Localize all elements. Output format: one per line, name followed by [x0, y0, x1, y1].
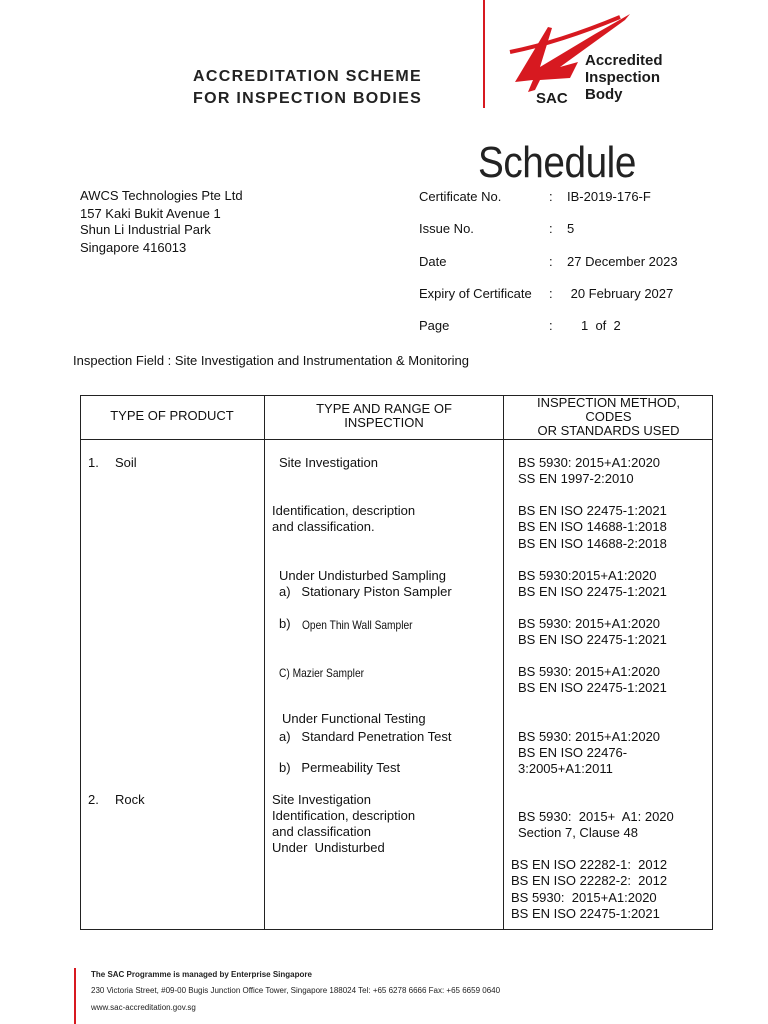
date-value: 27 December 2023 [567, 254, 678, 269]
std-soil-ident-2: BS EN ISO 14688-1:2018 [518, 519, 667, 534]
std-rock-3: BS EN ISO 22282-1: 2012 [511, 857, 668, 872]
expiry-colon: : [549, 286, 553, 301]
logo-line-inspection: Inspection [585, 69, 661, 86]
std-rock-2: Section 7, Clause 48 [518, 825, 638, 840]
header-type-and-range-l2: INSPECTION [344, 415, 424, 430]
address-line3: Shun Li Industrial Park [80, 222, 211, 237]
issue-no-colon: : [549, 221, 553, 236]
soil-functional-testing: Under Functional Testing [282, 711, 426, 726]
product-num-1: 1. [88, 455, 99, 470]
footer-managed-by: The SAC Programme is managed by Enterprise Singapore [91, 970, 312, 979]
rock-type-l1: Site Investigation [272, 792, 372, 807]
std-soil-piston-2: BS EN ISO 22475-1:2021 [518, 584, 667, 599]
std-soil-spt-3: 3:2005+A1:2011 [518, 761, 613, 776]
std-soil-thinwall-1: BS 5930: 2015+A1:2020 [518, 616, 661, 631]
certificate-no-label: Certificate No. [419, 189, 502, 204]
header-method-l1: INSPECTION METHOD, [536, 395, 680, 410]
header-method-l2: CODES [585, 409, 632, 424]
page-label: Page [419, 318, 450, 333]
expiry-value: 20 February 2027 [567, 286, 674, 301]
company-address [80, 188, 243, 256]
rock-type-l4: Under Undisturbed [272, 840, 385, 855]
std-soil-spt-2: BS EN ISO 22476- [518, 745, 628, 760]
logo-line-accredited: Accredited [585, 52, 663, 69]
footer-divider [74, 968, 76, 1024]
std-soil-mazier-1: BS 5930: 2015+A1:2020 [518, 664, 661, 679]
table-col-divider-2 [503, 395, 504, 930]
soil-permeability-test: b) Permeability Test [279, 760, 401, 775]
soil-mazier-sampler: C) Mazier Sampler [279, 666, 365, 680]
scheme-title [193, 66, 422, 110]
rock-type-l3: and classification [272, 824, 371, 839]
product-num-2: 2. [88, 792, 99, 807]
page-colon: : [549, 318, 553, 333]
soil-open-thin-wall-prefix: b) [279, 616, 291, 631]
header-type-and-range [265, 402, 503, 430]
logo-sac: SAC [536, 90, 568, 107]
std-soil-site-2: SS EN 1997-2:2010 [518, 471, 634, 486]
page-value: 1 of 2 [581, 318, 621, 333]
soil-identification [272, 503, 415, 535]
sac-logo-text [585, 52, 663, 103]
std-soil-thinwall-2: BS EN ISO 22475-1:2021 [518, 632, 667, 647]
product-name-soil: Soil [115, 455, 137, 470]
std-rock-4: BS EN ISO 22282-2: 2012 [511, 873, 668, 888]
std-soil-piston-1: BS 5930:2015+A1:2020 [518, 568, 657, 583]
date-colon: : [549, 254, 553, 269]
issue-no-value: 5 [567, 221, 575, 236]
std-soil-site-1: BS 5930: 2015+A1:2020 [518, 455, 661, 470]
std-soil-spt-1: BS 5930: 2015+A1:2020 [518, 729, 661, 744]
scheme-title-line2: FOR INSPECTION BODIES [193, 90, 423, 107]
footer-address: 230 Victoria Street, #09-00 Bugis Junction Office Tower, Singapore 188024 Tel: +65 6278 6666 Fax: +65 6659 0640 [91, 986, 501, 995]
certificate-no-value: IB-2019-176-F [567, 189, 651, 204]
soil-identification-l2: and classification. [272, 519, 375, 534]
std-rock-1: BS 5930: 2015+ A1: 2020 [518, 809, 674, 824]
std-rock-6: BS EN ISO 22475-1:2021 [511, 906, 660, 921]
soil-undisturbed-sampling: Under Undisturbed Sampling [279, 568, 446, 583]
rock-site-investigation [272, 792, 415, 856]
header-divider [483, 0, 485, 108]
header-method-l3: OR STANDARDS USED [537, 423, 680, 438]
table-header-divider [80, 439, 713, 440]
header-inspection-method [504, 396, 713, 438]
footer-website[interactable]: www.sac-accreditation.gov.sg [91, 1003, 196, 1012]
soil-open-thin-wall: Open Thin Wall Sampler [302, 618, 413, 632]
certificate-no-colon: : [549, 189, 553, 204]
address-line2: 157 Kaki Bukit Avenue 1 [80, 206, 221, 221]
logo-line-body: Body [585, 86, 623, 103]
soil-stationary-piston: a) Stationary Piston Sampler [279, 584, 452, 599]
inspection-field: Inspection Field : Site Investigation and Instrumentation & Monitoring [73, 353, 469, 368]
expiry-label: Expiry of Certificate [419, 286, 532, 301]
soil-standard-penetration: a) Standard Penetration Test [279, 729, 452, 744]
header-type-and-range-l1: TYPE AND RANGE OF [316, 401, 452, 416]
issue-no-label: Issue No. [419, 221, 474, 236]
soil-site-investigation: Site Investigation [279, 455, 379, 470]
std-soil-mazier-2: BS EN ISO 22475-1:2021 [518, 680, 667, 695]
rock-type-l2: Identification, description [272, 808, 416, 823]
date-label: Date [419, 254, 447, 269]
address-line4: Singapore 416013 [80, 240, 187, 255]
table-col-divider-1 [264, 395, 265, 930]
std-soil-ident-1: BS EN ISO 22475-1:2021 [518, 503, 667, 518]
address-line1: AWCS Technologies Pte Ltd [80, 188, 243, 203]
std-rock-5: BS 5930: 2015+A1:2020 [511, 890, 657, 905]
product-name-rock: Rock [115, 792, 145, 807]
soil-identification-l1: Identification, description [272, 503, 416, 518]
std-soil-ident-3: BS EN ISO 14688-2:2018 [518, 536, 667, 551]
page-title: Schedule [478, 138, 636, 187]
scheme-title-line1: ACCREDITATION SCHEME [193, 68, 422, 85]
header-type-of-product: TYPE OF PRODUCT [110, 408, 234, 423]
